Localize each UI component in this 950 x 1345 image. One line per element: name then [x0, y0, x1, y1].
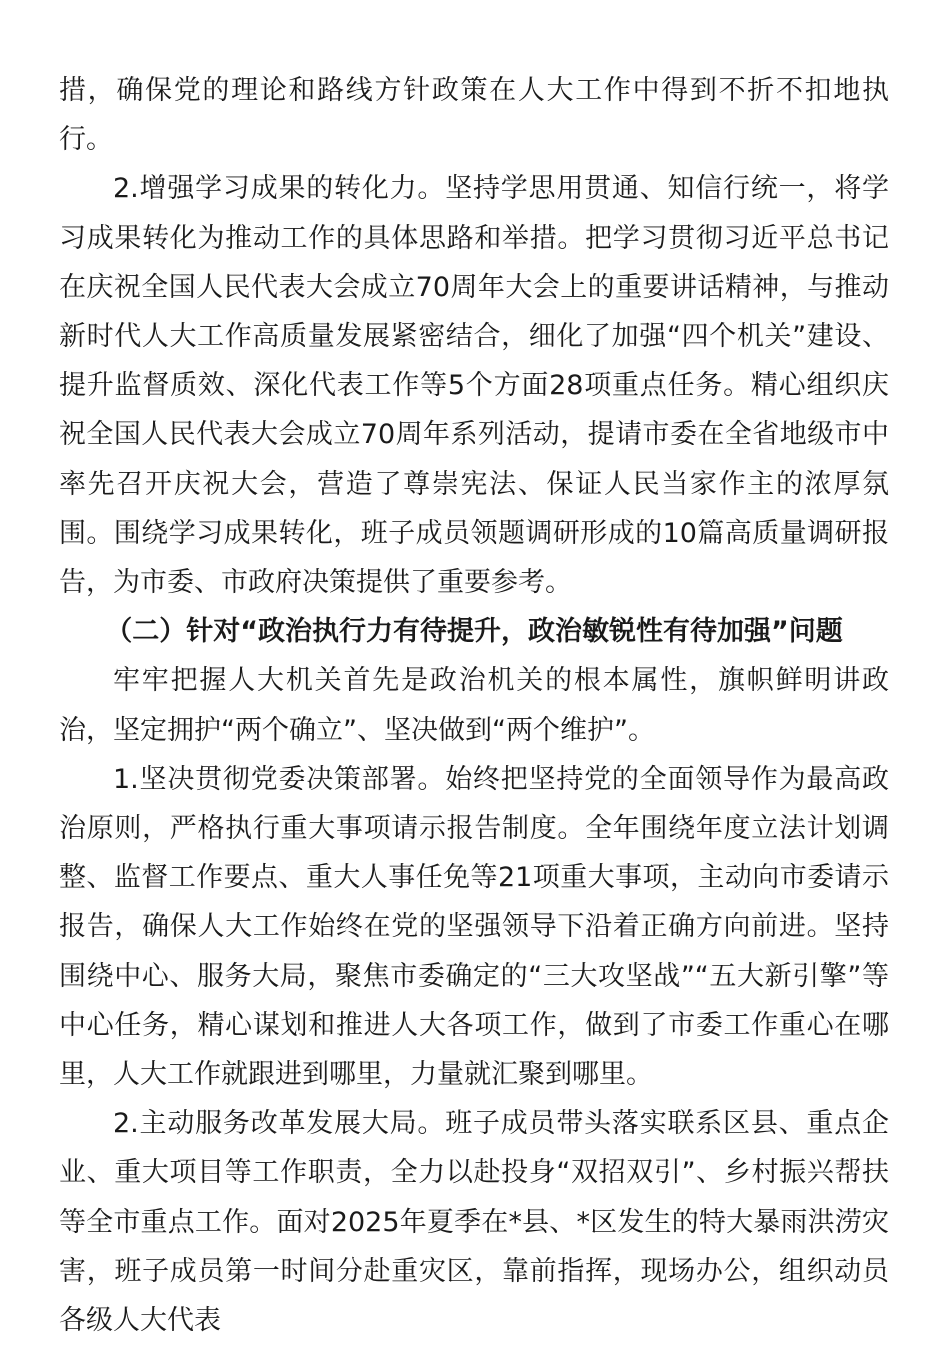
- paragraph-item-2-service: 2.主动服务改革发展大局。班子成员带头落实联系区县、重点企业、重大项目等工作职责，全力以赴投身“双招双引”、乡村振兴帮扶等全市重点工作。面对2025年夏季在*县、*区发生的特大暴雨洪涝灾害，班子成员第一时间分赴重灾区，靠前指挥，现场办公，组织动员各级人大代表: [59, 1108, 889, 1337]
- paragraph-item-1-decisions: 1.坚决贯彻党委决策部署。始终把坚持党的全面领导作为最高政治原则，严格执行重大事项请示报告制度。全年围绕年度立法计划调整、监督工作要点、重大人事任免等21项重大事项，主动向市委请示报告，确保人大工作始终在党的坚强领导下沿着正确方向前进。坚持围绕中心、服务大局，聚焦市委确定的“三大攻坚战”“五大新引擎”等中心任务，精心谋划和推进人大各项工作，做到了市委工作重心在哪里，人大工作就跟进到哪里，力量就汇聚到哪里。: [59, 763, 889, 1091]
- paragraph-continuation: 措，确保党的理论和路线方针政策在人大工作中得到不折不扣地执行。: [59, 75, 889, 156]
- paragraph-section-intro: 牢牢把握人大机关首先是政治机关的根本属性，旗帜鲜明讲政治，坚定拥护“两个确立”、坚决做到“两个维护”。: [59, 665, 889, 746]
- document-body: [59, 66, 889, 1345]
- section-heading: （二）针对“政治执行力有待提升，政治敏锐性有待加强”问题: [105, 616, 843, 648]
- paragraph-item-2-transformation: 2.增强学习成果的转化力。坚持学思用贯通、知信行统一，将学习成果转化为推动工作的具体思路和举措。把学习贯彻习近平总书记在庆祝全国人民代表大会成立70周年大会上的重要讲话精神，与推动新时代人大工作高质量发展紧密结合，细化了加强“四个机关”建设、提升监督质效、深化代表工作等5个方面28项重点任务。精心组织庆祝全国人民代表大会成立70周年系列活动，提请市委在全省地级市中率先召开庆祝大会，营造了尊崇宪法、保证人民当家作主的浓厚氛围。围绕学习成果转化，班子成员领题调研形成的10篇高质量调研报告，为市委、市政府决策提供了重要参考。: [59, 173, 889, 599]
